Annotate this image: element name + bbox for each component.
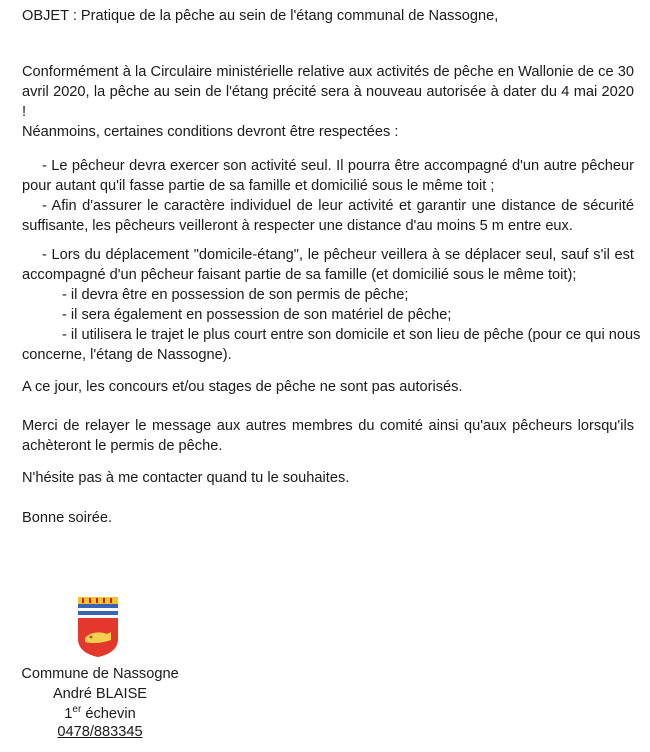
- signature-organization: Commune de Nassogne: [21, 666, 179, 682]
- conditions-intro: Néanmoins, certaines conditions devront être respectées :: [22, 124, 399, 140]
- letter-subject: OBJET : Pratique de la pêche au sein de l'étang communal de Nassogne,: [22, 8, 499, 24]
- sub-condition-3-line-2: concerne, l'étang de Nassogne).: [22, 347, 232, 363]
- contact-paragraph: N'hésite pas à me contacter quand tu le souhaites.: [22, 470, 350, 486]
- relay-paragraph: Merci de relayer le message aux autres membres du comité ainsi qu'aux pêcheurs lorsqu'ils achèteront le permis de pêche.: [22, 418, 634, 454]
- closing-line: Bonne soirée.: [22, 510, 113, 526]
- condition-3: - Lors du déplacement "domicile-étang", le pêcheur veillera à se déplacer seul, sauf s'il est accompagné d'un pêcheur faisant partie de sa famille (et domicilié sous le même toit);: [22, 247, 634, 283]
- municipal-coat-of-arms-icon: [76, 597, 120, 657]
- title-superscript: er: [72, 704, 82, 716]
- sub-condition-3-line-1: - il utilisera le trajet le plus court entre son domicile et son lieu de pêche (pour ce qui nous: [62, 327, 641, 343]
- signature-name: André BLAISE: [52, 686, 148, 702]
- condition-1: - Le pêcheur devra exercer son activité seul. Il pourra être accompagné d'un autre pêcheur pour autant qu'il fasse partie de sa famille et domicilié sous le même toit ;: [22, 158, 634, 194]
- phone-number: 0478/883345: [57, 724, 143, 740]
- title-word: échevin: [81, 706, 136, 722]
- signature-title: [0, 704, 200, 724]
- sub-condition-1: - il devra être en possession de son permis de pêche;: [62, 287, 409, 303]
- intro-paragraph: Conformément à la Circulaire ministérielle relative aux activités de pêche en Wallonie de ce 30 avril 2020, la pêche au sein de l'étang précité sera à nouveau autorisée à dater du 4 mai 2020 !: [22, 64, 634, 120]
- title-number: 1: [64, 706, 73, 722]
- condition-2: - Afin d'assurer le caractère individuel de leur activité et garantir une distance de sécurité suffisante, les pêcheurs veilleront à respecter une distance d'au moins 5 m entre eux.: [22, 198, 634, 234]
- contests-paragraph: A ce jour, les concours et/ou stages de pêche ne sont pas autorisés.: [22, 379, 463, 395]
- sub-condition-2: - il sera également en possession de son matériel de pêche;: [62, 307, 452, 323]
